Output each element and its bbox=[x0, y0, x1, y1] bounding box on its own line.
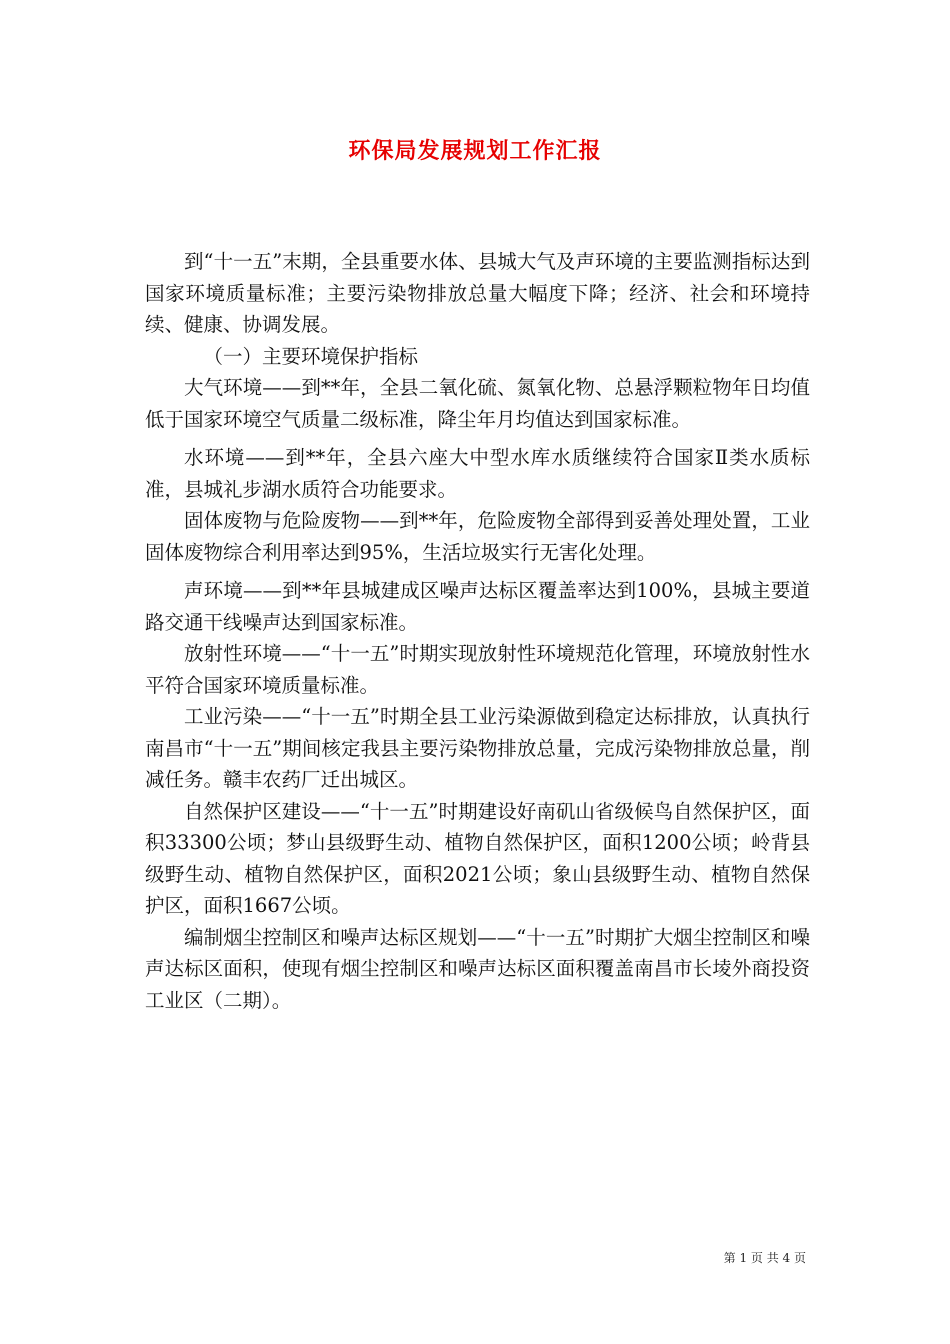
paragraph-air: 大气环境——到**年，全县二氧化硫、氮氧化物、总悬浮颗粒物年日均值低于国家环境空气质量二级标准，降尘年月均值达到国家标准。 bbox=[145, 376, 810, 431]
paragraph-water: 水环境——到**年，全县六座大中型水库水质继续符合国家Ⅱ类水质标准，县城礼步湖水质符合功能要求。 bbox=[145, 446, 810, 501]
paragraph-intro: 到“十一五”末期，全县重要水体、县城大气及声环境的主要监测指标达到国家环境质量标准；主要污染物排放总量大幅度下降；经济、社会和环境持续、健康、协调发展。 bbox=[145, 250, 810, 336]
paragraph-waste: 固体废物与危险废物——到**年，危险废物全部得到妥善处理处置，工业固体废物综合利用率达到95%，生活垃圾实行无害化处理。 bbox=[145, 509, 810, 564]
paragraph-noise: 声环境——到**年县城建成区噪声达标区覆盖率达到100%，县城主要道路交通干线噪声达到国家标准。 bbox=[145, 579, 810, 634]
paragraph-planning: 编制烟尘控制区和噪声达标区规划——“十一五”时期扩大烟尘控制区和噪声达标区面积，使现有烟尘控制区和噪声达标区面积覆盖南昌市长堎外商投资工业区（二期）。 bbox=[145, 925, 810, 1012]
section-heading: （一）主要环境保护指标 bbox=[203, 344, 419, 368]
paragraph-industry: 工业污染——“十一五”时期全县工业污染源做到稳定达标排放，认真执行南昌市“十一五”期间核定我县主要污染物排放总量，完成污染物排放总量，削减任务。赣丰农药厂迁出城区。 bbox=[145, 705, 810, 791]
paragraph-radiation: 放射性环境——“十一五”时期实现放射性环境规范化管理，环境放射性水平符合国家环境质量标准。 bbox=[145, 642, 810, 697]
document-title: 环保局发展规划工作汇报 bbox=[348, 138, 602, 164]
document-body bbox=[145, 246, 810, 1016]
paragraph-reserve: 自然保护区建设——“十一五”时期建设好南矶山省级候鸟自然保护区，面积33300公顷；梦山县级野生动、植物自然保护区，面积1200公顷；岭背县级野生动、植物自然保护区，面积2021公顷；象山县级野生动、植物自然保护区，面积1667公顷。 bbox=[145, 799, 810, 917]
page-number: 第 1 页 共 4 页 bbox=[723, 1251, 806, 1265]
